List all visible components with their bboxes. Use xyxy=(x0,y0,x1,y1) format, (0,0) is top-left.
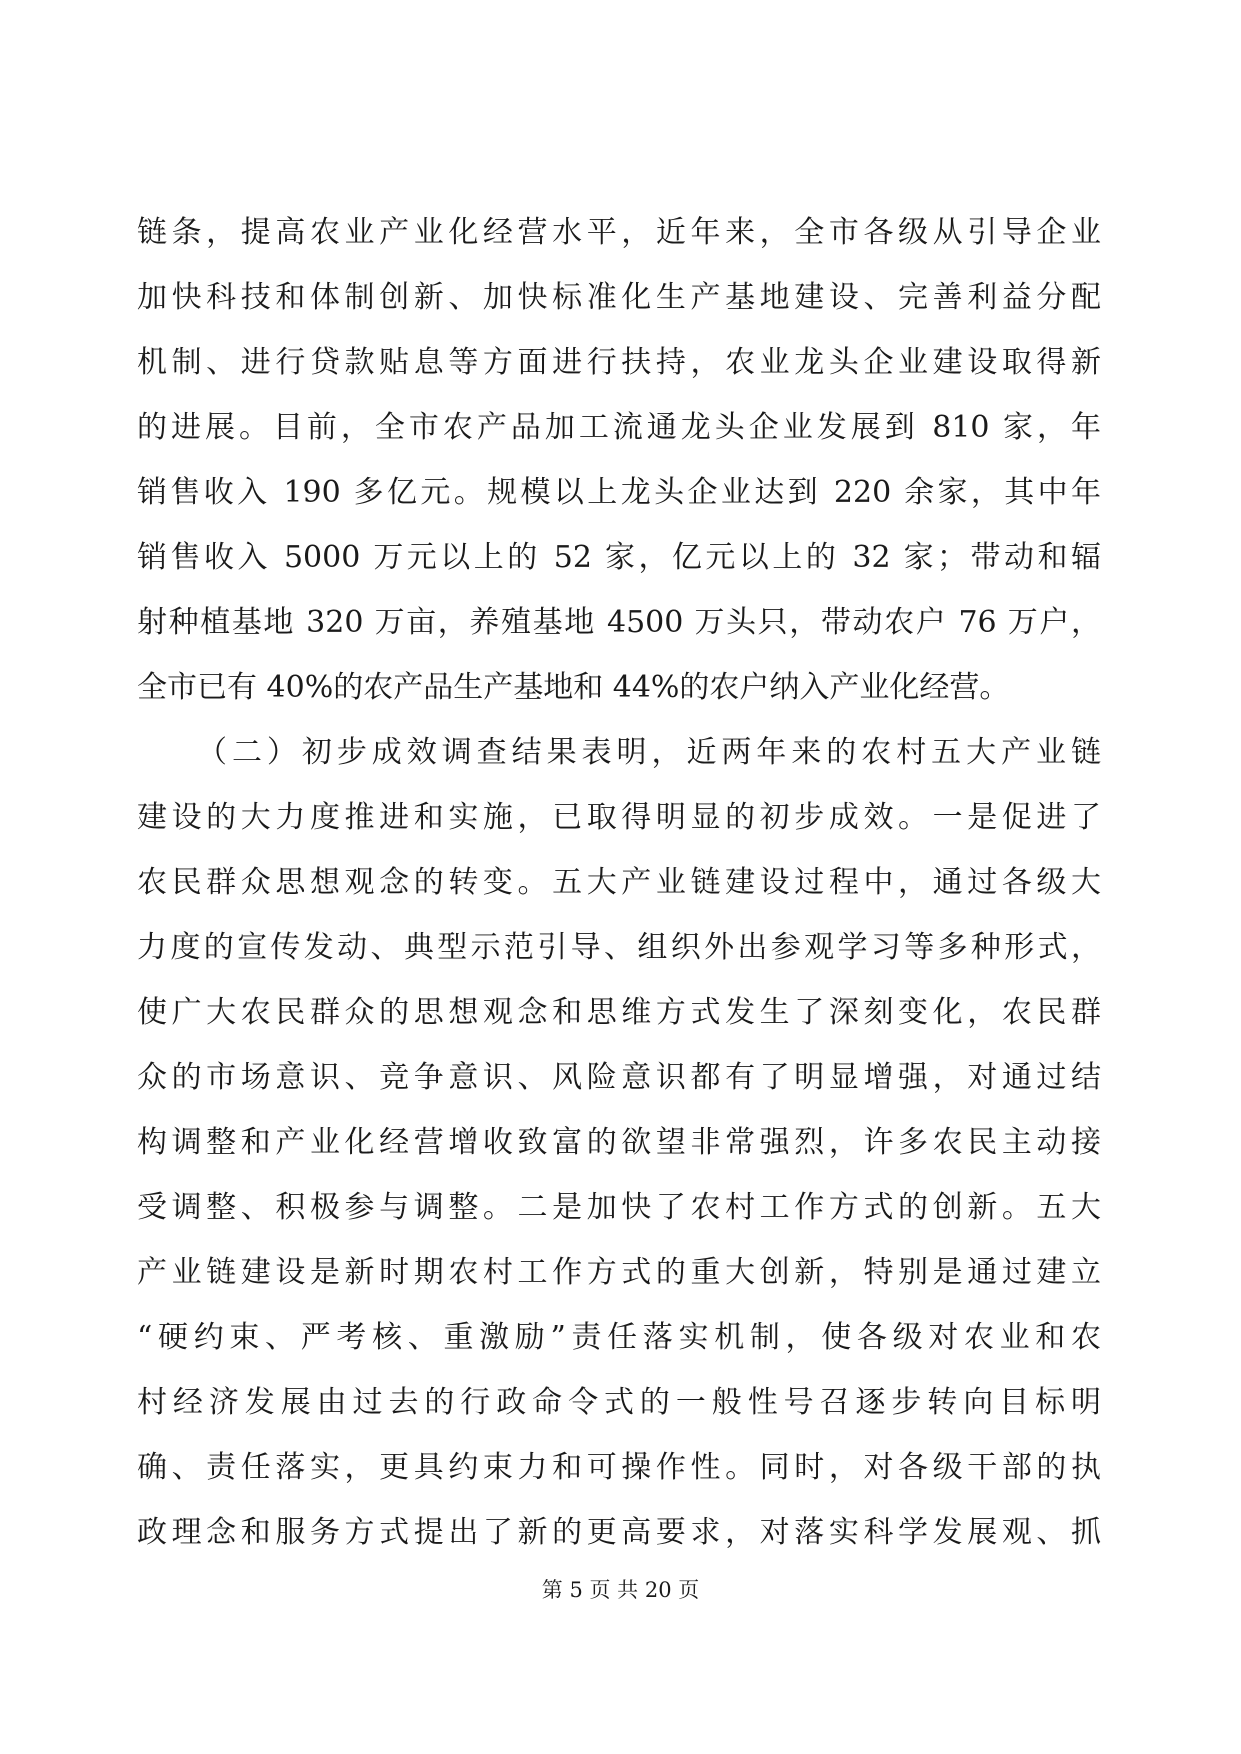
text-line: 销售收入 190 多亿元。规模以上龙头企业达到 220 余家，其中年 xyxy=(137,475,1101,510)
text-line: 政理念和服务方式提出了新的更高要求，对落实科学发展观、抓 xyxy=(137,1515,1101,1550)
text-line: 机制、进行贷款贴息等方面进行扶持，农业龙头企业建设取得新 xyxy=(137,345,1101,380)
page-number-footer: 第 5 页 共 20 页 xyxy=(541,1578,700,1602)
text-line: 链条，提高农业产业化经营水平，近年来，全市各级从引导企业 xyxy=(137,215,1101,250)
text-line: 农民群众思想观念的转变。五大产业链建设过程中，通过各级大 xyxy=(137,865,1101,900)
text-line: 确、责任落实，更具约束力和可操作性。同时，对各级干部的执 xyxy=(137,1450,1101,1485)
paragraph-start-line: （二）初步成效调查结果表明，近两年来的农村五大产业链 xyxy=(197,735,1101,770)
text-line: “硬约束、严考核、重激励”责任落实机制，使各级对农业和农 xyxy=(137,1320,1101,1355)
text-line: 村经济发展由过去的行政命令式的一般性号召逐步转向目标明 xyxy=(137,1385,1101,1420)
text-line: 产业链建设是新时期农村工作方式的重大创新，特别是通过建立 xyxy=(137,1255,1101,1290)
text-line: 受调整、积极参与调整。二是加快了农村工作方式的创新。五大 xyxy=(137,1190,1101,1225)
text-line: 的进展。目前，全市农产品加工流通龙头企业发展到 810 家，年 xyxy=(137,410,1101,445)
text-line: 建设的大力度推进和实施，已取得明显的初步成效。一是促进了 xyxy=(137,800,1101,835)
text-line: 销售收入 5000 万元以上的 52 家，亿元以上的 32 家；带动和辐 xyxy=(137,540,1101,575)
body-text xyxy=(137,200,1101,1565)
text-line: 全市已有 40%的农产品生产基地和 44%的农户纳入产业化经营。 xyxy=(137,670,1010,705)
text-line: 构调整和产业化经营增收致富的欲望非常强烈，许多农民主动接 xyxy=(137,1125,1101,1160)
text-line: 力度的宣传发动、典型示范引导、组织外出参观学习等多种形式， xyxy=(137,930,1101,965)
text-line: 使广大农民群众的思想观念和思维方式发生了深刻变化，农民群 xyxy=(137,995,1101,1030)
text-line: 加快科技和体制创新、加快标准化生产基地建设、完善利益分配 xyxy=(137,280,1101,315)
text-line: 众的市场意识、竞争意识、风险意识都有了明显增强，对通过结 xyxy=(137,1060,1101,1095)
text-line: 射种植基地 320 万亩，养殖基地 4500 万头只，带动农户 76 万户， xyxy=(137,605,1101,640)
